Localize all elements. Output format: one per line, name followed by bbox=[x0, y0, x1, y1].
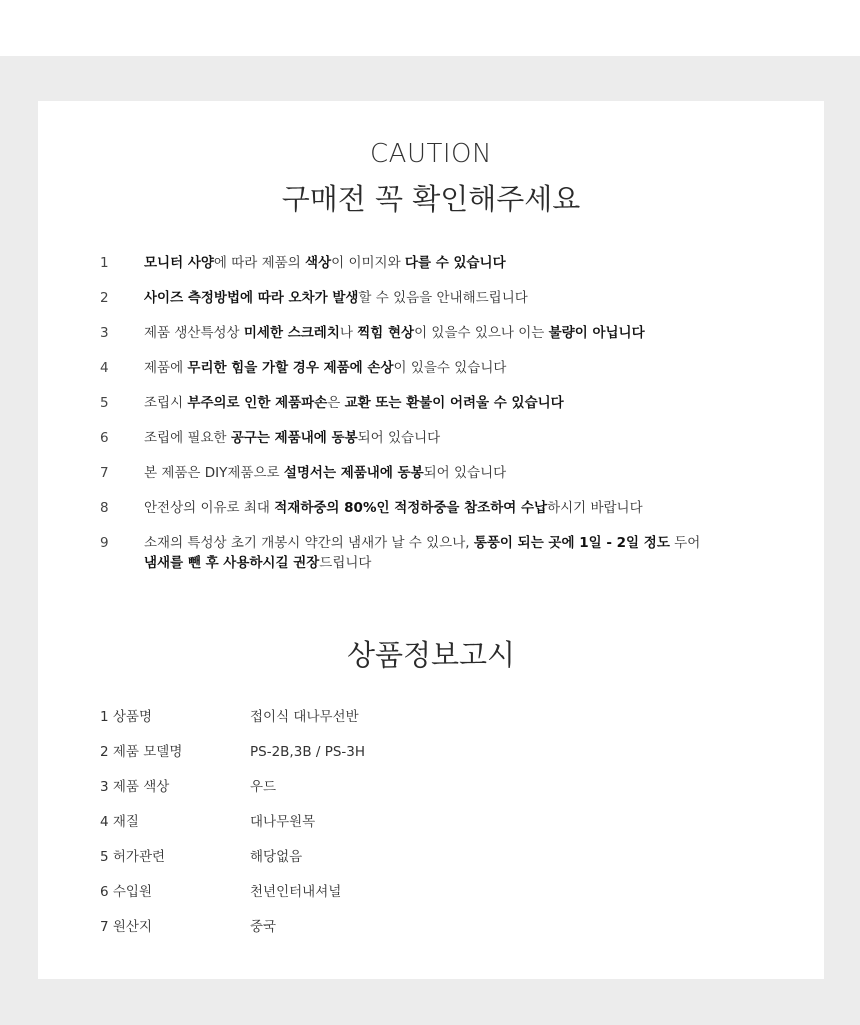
caution-emphasis: 모니터 사양 bbox=[144, 255, 214, 271]
caution-item-text bbox=[144, 428, 784, 448]
caution-emphasis: 불량이 아닙니다 bbox=[548, 325, 645, 341]
caution-text-segment: 이 있을수 있으나 이는 bbox=[414, 325, 549, 341]
caution-emphasis: 교환 또는 환불이 어려울 수 있습니다 bbox=[344, 395, 564, 411]
caution-emphasis: 적재하중의 80%인 적정하중을 참조하여 수납 bbox=[274, 500, 548, 516]
product-info-label: 7 원산지 bbox=[100, 919, 153, 935]
product-info-label: 6 수입원 bbox=[100, 884, 153, 900]
caution-emphasis: 부주의로 인한 제품파손 bbox=[187, 395, 328, 411]
caution-emphasis: 통풍이 되는 곳에 1일 - 2일 정도 bbox=[473, 535, 670, 551]
caution-item-number: 8 bbox=[100, 500, 109, 516]
caution-title-ko: 구매전 꼭 확인해주세요 bbox=[281, 182, 581, 216]
caution-text-segment: 이 이미지와 bbox=[331, 255, 405, 271]
caution-item-text bbox=[144, 498, 784, 518]
caution-item-number: 4 bbox=[100, 360, 109, 376]
caution-text-segment: 되어 있습니다 bbox=[423, 465, 507, 481]
caution-text-segment: 본 제품은 DIY제품으로 bbox=[144, 465, 284, 481]
caution-item-text bbox=[144, 323, 784, 343]
product-info-label: 3 제품 색상 bbox=[100, 779, 170, 795]
product-info-value: 천년인터내셔널 bbox=[250, 884, 342, 900]
caution-item-text bbox=[144, 463, 784, 483]
caution-emphasis: 미세한 스크레치 bbox=[243, 325, 340, 341]
caution-item-text bbox=[144, 358, 784, 378]
product-info-value: 우드 bbox=[250, 779, 277, 795]
caution-text-segment: 나 bbox=[339, 325, 358, 341]
caution-text-segment: 되어 있습니다 bbox=[357, 430, 441, 446]
product-info-label: 2 제품 모델명 bbox=[100, 744, 183, 760]
caution-item-number: 3 bbox=[100, 325, 109, 341]
caution-item-text bbox=[144, 393, 784, 413]
caution-emphasis: 찍힘 현상 bbox=[357, 325, 415, 341]
caution-emphasis: 다를 수 있습니다 bbox=[404, 255, 506, 271]
caution-text-segment: 조립에 필요한 bbox=[144, 430, 231, 446]
caution-emphasis: 냄새를 뺀 후 사용하시길 권장 bbox=[144, 555, 320, 571]
caution-text-segment: 안전상의 이유로 최대 bbox=[144, 500, 275, 516]
caution-text-segment: 은 bbox=[327, 395, 345, 411]
caution-text-segment: 에 따라 제품의 bbox=[213, 255, 306, 271]
caution-title-en: CAUTION bbox=[370, 139, 492, 169]
product-info-label: 5 허가관련 bbox=[100, 849, 166, 865]
caution-emphasis: 사이즈 측정방법에 따라 오차가 발생 bbox=[144, 290, 359, 306]
product-info-value: 대나무원목 bbox=[250, 814, 316, 830]
caution-item-text bbox=[144, 253, 784, 273]
product-info-value: 중국 bbox=[250, 919, 277, 935]
caution-card bbox=[38, 101, 824, 979]
caution-text-segment: 드립니다 bbox=[319, 555, 372, 571]
caution-text-segment: 조립시 bbox=[144, 395, 188, 411]
caution-item-text bbox=[144, 533, 784, 573]
caution-emphasis: 공구는 제품내에 동봉 bbox=[230, 430, 358, 446]
caution-item-number: 5 bbox=[100, 395, 109, 411]
caution-text-segment: 하시기 바랍니다 bbox=[547, 500, 643, 516]
caution-emphasis: 무리한 힘을 가할 경우 제품에 손상 bbox=[187, 360, 394, 376]
caution-item-text bbox=[144, 288, 784, 308]
product-info-label: 4 재질 bbox=[100, 814, 139, 830]
caution-item-number: 7 bbox=[100, 465, 109, 481]
product-info-label: 1 상품명 bbox=[100, 709, 153, 725]
caution-text-segment: 두어 bbox=[669, 535, 701, 551]
product-info-value: 접이식 대나무선반 bbox=[250, 709, 359, 725]
caution-emphasis: 설명서는 제품내에 동봉 bbox=[283, 465, 424, 481]
caution-item-number: 9 bbox=[100, 535, 109, 551]
product-info-value: PS-2B,3B / PS-3H bbox=[250, 744, 366, 760]
caution-text-segment: 제품 생산특성상 bbox=[144, 325, 244, 341]
caution-text-segment: 할 수 있음을 안내해드립니다 bbox=[358, 290, 528, 306]
caution-item-number: 6 bbox=[100, 430, 109, 446]
caution-emphasis: 색상 bbox=[305, 255, 332, 271]
product-info-value: 해당없음 bbox=[250, 849, 303, 865]
caution-text-segment: 소재의 특성상 초기 개봉시 약간의 냄새가 날 수 있으나, bbox=[144, 535, 474, 551]
caution-text-segment: 제품에 bbox=[144, 360, 188, 376]
caution-text-segment: 이 있을수 있습니다 bbox=[393, 360, 507, 376]
product-info-title: 상품정보고시 bbox=[346, 638, 516, 672]
caution-item-number: 2 bbox=[100, 290, 109, 306]
caution-item-number: 1 bbox=[100, 255, 109, 271]
